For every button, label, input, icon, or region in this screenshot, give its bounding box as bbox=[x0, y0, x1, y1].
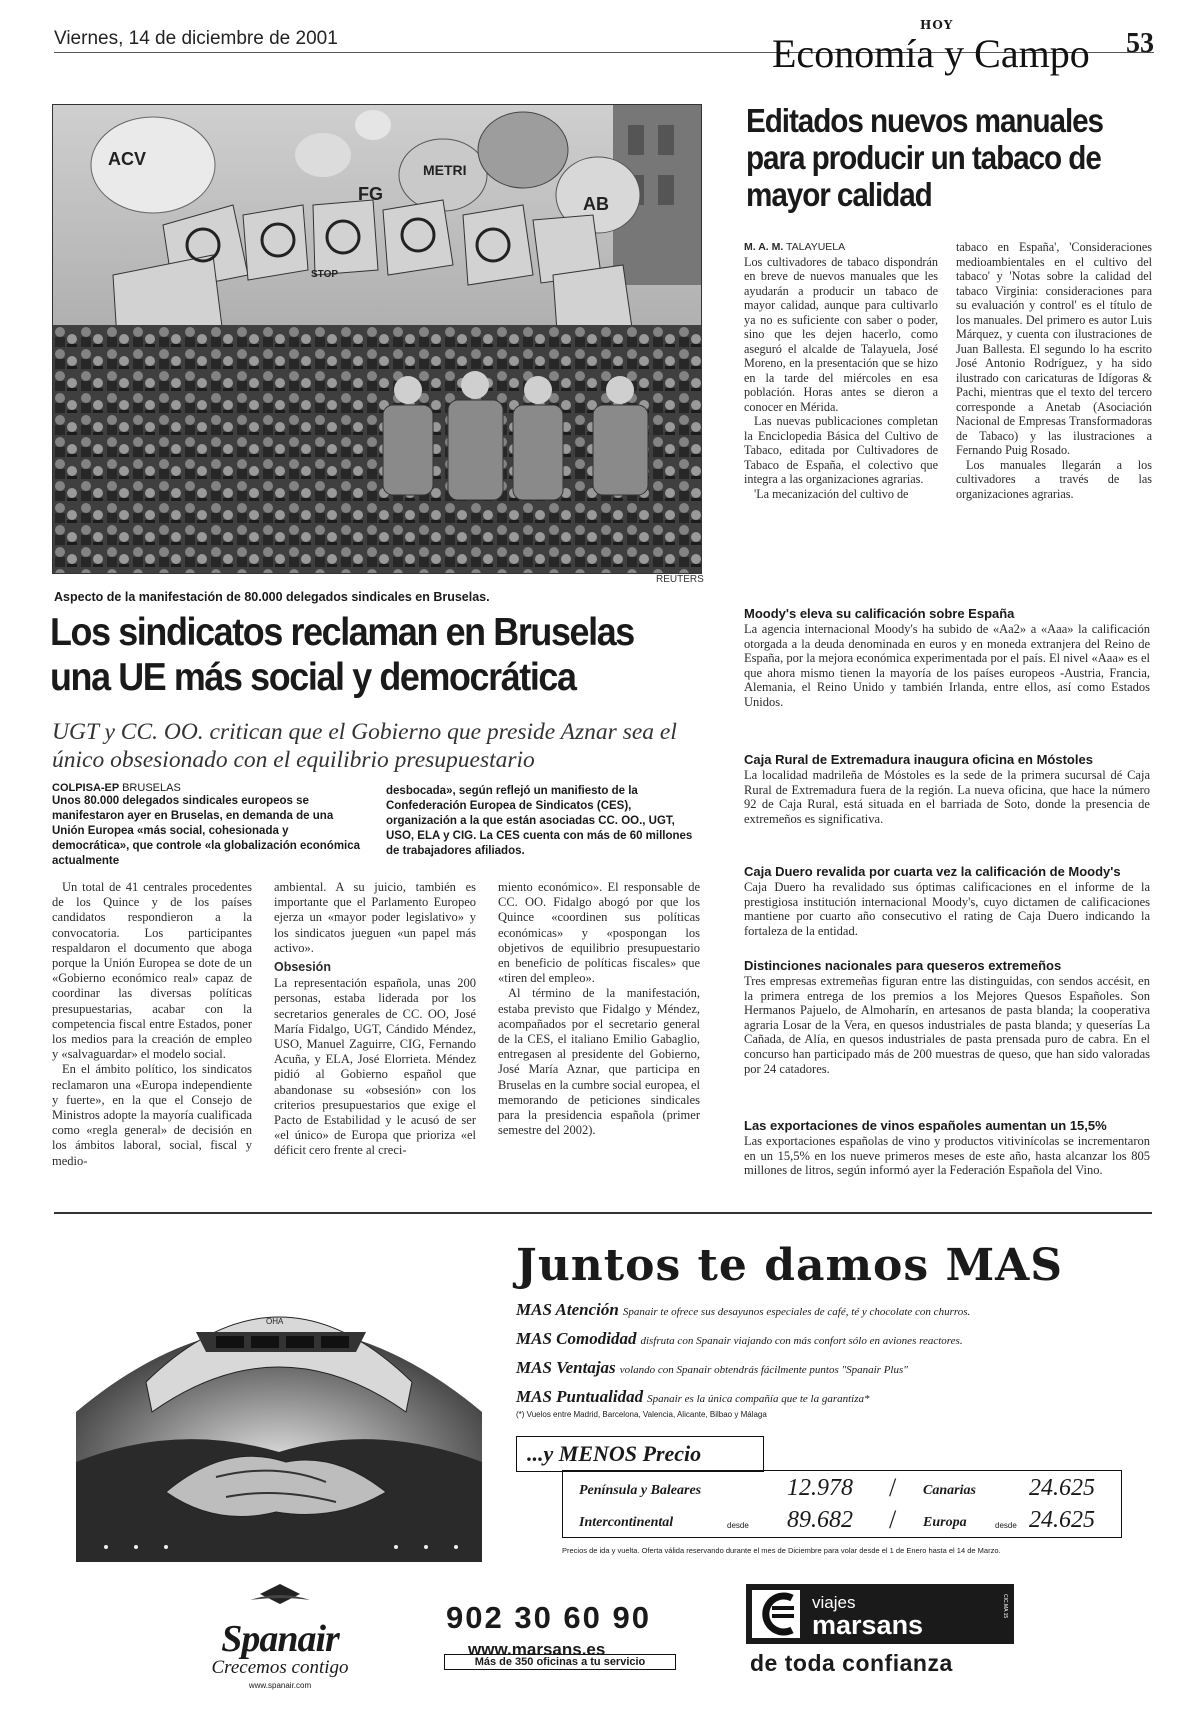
main-byline-agency: COLPISA-EP bbox=[52, 782, 120, 794]
price-divider: / bbox=[889, 1473, 897, 1502]
brief-text: Caja Duero ha revalidado sus óptimas calificaciones en el informe de la prestigiosa institución internacional Moody's, cuyo dictamen de calificaciones mantiene por cuarto año consecutivo el rating de Caja Duero indicando la fortaleza de la entidad. bbox=[744, 880, 1150, 938]
price-divider: / bbox=[889, 1505, 897, 1534]
main-lead-col1 bbox=[52, 782, 368, 869]
price-zone: Intercontinental bbox=[579, 1515, 674, 1530]
tobacco-byline-place: TALAYUELA bbox=[786, 241, 846, 253]
paragraph: Al término de la manifestación, estaba previsto que Fidalgo y Méndez, acompañados por el secretario general de la CES, el italiano Emilio Gabaglio, entregasen al presidente del Gobierno, José María Aznar, que participa en Bruselas en la cumbre social europea, el memorando de peticiones sindicales para la presidencia española (primer semestre del 2002). bbox=[498, 986, 700, 1138]
price-row bbox=[579, 1475, 1111, 1505]
menos-precio-box: ...y MENOS Precio bbox=[516, 1436, 764, 1472]
plane-handshake-illustration bbox=[76, 1262, 482, 1562]
ad-line-puntualidad bbox=[516, 1387, 870, 1407]
tobacco-headline: Editados nuevos manuales para producir un tabaco de mayor calidad bbox=[746, 102, 1103, 213]
main-subheadline: UGT y CC. OO. critican que el Gobierno que preside Aznar sea el único obsesionado con el equilibrio presupuestario bbox=[52, 719, 677, 773]
paragraph: Los manuales llegarán a los cultivadores a través de las organizaciones agrarias. bbox=[956, 457, 1152, 501]
plane-handshake-art bbox=[76, 1262, 482, 1562]
banner-acv: ACV bbox=[108, 149, 147, 169]
brief-vinos bbox=[744, 1118, 1150, 1178]
paragraph: Un total de 41 centrales procedentes de los Quince y de los países candidatos respondieron a la convocatoria. Los participantes respaldaron el documento que aboga porque la Unión Europea se dote de un «Gobierno económico real» capaz de coordinar las diversas políticas presupuestarias, acabar con la competencia fiscal entre Estados, poner los medios para la creación de empleo y «salvaguardar» el modelo social. bbox=[52, 880, 252, 1062]
ad-line-text: volando con Spanair obtendrás fácilmente puntos "Spanair Plus" bbox=[619, 1364, 908, 1376]
brief-title: Moody's eleva su calificación sobre España bbox=[744, 606, 1015, 621]
tobacco-byline bbox=[744, 240, 938, 255]
page-date: Viernes, 14 de diciembre de 2001 bbox=[54, 28, 338, 49]
brief-text: La localidad madrileña de Móstoles es la sede de la primera sucursal dé Caja Rural de Extremadura fuera de la región. La nueva oficina, que hace la número 92 de Caja Rural, está situada en el barriada de Soto, donde la presencia de extremeños es significativa. bbox=[744, 768, 1150, 826]
section-title: Economía y Campo bbox=[772, 31, 1090, 76]
marsans-logo bbox=[746, 1584, 1014, 1644]
price-amount: 89.682 bbox=[787, 1507, 853, 1533]
price-zone: Península y Baleares bbox=[579, 1483, 702, 1498]
page-number: 53 bbox=[1126, 28, 1154, 59]
brief-title: Distinciones nacionales para queseros extremeños bbox=[744, 958, 1062, 973]
price-table bbox=[562, 1470, 1122, 1538]
ad-separator bbox=[54, 1212, 1152, 1214]
brief-text: La agencia internacional Moody's ha subido de «Aa2» a «Aaa» la calificación otorgada a la deuda denominada en euros y en moneda extranjera del Reino de España, por la mejora económica experimentada por el país. El nivel «Aaa» es el que ahora mismo tienen la mayoría de los países europeos -Austria, Francia, Alemania, el Reino Unido y también Irlanda, entre ellos, así como Estados Unidos. bbox=[744, 622, 1150, 709]
main-headline: Los sindicatos reclaman en Bruselas una UE más social y democrática bbox=[50, 611, 634, 699]
ad-line-label: MAS Puntualidad bbox=[516, 1387, 644, 1406]
price-desde: desde bbox=[727, 1521, 749, 1530]
price-zone: Europa bbox=[923, 1515, 967, 1530]
marsans-website: www.marsans.es bbox=[468, 1640, 606, 1659]
section-subhead: Obsesión bbox=[274, 960, 331, 975]
brief-moodys bbox=[744, 606, 1150, 710]
paragraph: ambiental. A su juicio, también es importante que el Parlamento Europeo ejerza un «mayor poder legislativo» y los sindicatos jueguen «un papel más activo». bbox=[274, 880, 476, 955]
price-zone: Canarias bbox=[923, 1483, 976, 1498]
ad-line-atencion bbox=[516, 1300, 970, 1320]
brief-text: Las exportaciones españolas de vino y productos vitivinícolas se incrementaron en un 15,5% en los nueve primeros meses de este año, hasta alcanzar los 805 millones de litros, según informó ayer la Federación Española del Vino. bbox=[744, 1134, 1150, 1178]
masthead-logo: HOY bbox=[920, 18, 954, 32]
price-amount: 12.978 bbox=[787, 1475, 853, 1501]
tobacco-col1 bbox=[744, 240, 938, 501]
paragraph: miento económico». El responsable de CC. OO. Fidalgo abogó por que los Quince «coordinen sus políticas económicas» y «pospongan los objetivos de equilibrio presupuestario en beneficio de políticas fiscales» que «tiren del empleo». bbox=[498, 880, 700, 986]
banner-stop: STOP bbox=[311, 269, 339, 280]
spanair-logo bbox=[190, 1582, 370, 1690]
main-lead-text-1: Unos 80.000 delegados sindicales europeos se manifestaron ayer en Bruselas, en demanda de una Unión Europea «más social, cohesionada y democrática», que controle «la globalización económica actualmente bbox=[52, 795, 361, 867]
paragraph: Los cultivadores de tabaco dispondrán en breve de nuevos manuales que les ayudarán a producir un tabaco de mayor calidad, aunque para cultivarlo ya no es suficiente con saber o poder, sino que les dejen hacerlo, como aseguró el alcalde de Talayuela, José Moreno, en la presentación que se hizo en la tarde del miércoles en esa población. Horas antes se dieron a conocer en Mérida. bbox=[744, 254, 938, 414]
ad-fine-print: Precios de ida y vuelta. Oferta válida reservando durante el mes de Diciembre para volar desde el 1 de Enero hasta el 14 de Marzo. bbox=[562, 1546, 1001, 1555]
ad-line-label: MAS Ventajas bbox=[516, 1358, 616, 1377]
ad-title: Juntos te damos MAS bbox=[516, 1240, 1064, 1291]
plane-registration: OHA bbox=[266, 1317, 284, 1326]
phone-number: 902 30 60 90 bbox=[446, 1600, 652, 1635]
protest-photo-art bbox=[53, 105, 702, 574]
marsans-logo-art bbox=[746, 1584, 1014, 1644]
ad-line-label: MAS Comodidad bbox=[516, 1329, 637, 1348]
photo-credit: REUTERS bbox=[656, 574, 704, 585]
photo-caption: Aspecto de la manifestación de 80.000 delegados sindicales en Bruselas. bbox=[54, 590, 490, 604]
paragraph: 'La mecanización del cultivo de bbox=[754, 486, 909, 501]
paragraph: tabaco en España', 'Consideraciones medioambientales en el cultivo del tabaco' y 'Notas sobre la calidad del tabaco Virginia: consideraciones para su evaluación y control' es el título de los manuales. Del primero es autor Luis Márquez, y cuenta con ilustraciones de Juan Ballesta. El segundo lo ha escrito José Antonio Rodríguez, y ha sido ilustrado con caricaturas de Idígoras & Pachi, mientras que el texto del tercero corresponde a Anetab (Asociación Nacional de Empresas Transformadoras de Tabaco) y las ilustraciones a Fernando Puig Rosado. bbox=[956, 240, 1152, 457]
ad-line-text: disfruta con Spanair viajando con más confort sólo en aviones reactores. bbox=[640, 1335, 963, 1347]
protest-photo bbox=[52, 104, 702, 574]
ad-line-text: Spanair es la única compañía que te la garantiza* bbox=[647, 1393, 870, 1405]
spanair-bird-icon bbox=[240, 1582, 320, 1612]
brief-caja-duero bbox=[744, 864, 1150, 938]
marsans-tagline: de toda confianza bbox=[750, 1650, 953, 1676]
ad-line-text: Spanair te ofrece sus desayunos especiales de café, té y chocolate con churros. bbox=[622, 1306, 971, 1318]
banner-fg: FG bbox=[358, 184, 383, 204]
main-body-col1 bbox=[52, 880, 252, 1169]
marsans-code: CIC.MA 15 bbox=[1002, 1594, 1008, 1619]
main-byline bbox=[52, 782, 368, 794]
offices-box: Más de 350 oficinas a tu servicio bbox=[444, 1654, 676, 1670]
paragraph: Las nuevas publicaciones completan la Enciclopedia Básica del Cultivo de Tabaco, editada por Cultivadores de Tabaco de España, el colectivo que integra a las organizaciones agrarias. bbox=[744, 414, 938, 486]
banner-metri: METRI bbox=[423, 162, 467, 178]
brief-queseros bbox=[744, 958, 1150, 1076]
paragraph: La representación española, unas 200 personas, estaba liderada por los secretarios generales de CC. OO, José María Fidalgo, UGT, Cándido Méndez, USO, Manuel Zaguirre, CIG, Fernando Acuña, y ELA, José Elorrieta. Méndez pidió al Gobierno español que abandonase su «obsesión» con los criterios presupuestarios que exige el Pacto de Estabilidad y le acusó de ser «el único» de Europa que prioriza «el déficit cero frente al creci- bbox=[274, 976, 476, 1158]
brief-text: Tres empresas extremeñas figuran entre las distinguidas, con sendos accésit, en la primera entrega de los premios a los Mejores Quesos Españoles. Son Hermanos Pajuelo, de Almoharín, en artesanos de pasta blanda; la cooperativa agraria Losar de la Vera, en quesos industriales de pasta blanda; y queserías La Cañada, de Alía, en quesos industriales de pasta prensada puro de cabra. En el concurso han participado más de 200 muestras de queso, que han sido valoradas por 24 catadores. bbox=[744, 974, 1150, 1076]
price-amount: 24.625 bbox=[1029, 1475, 1095, 1501]
brief-title: Caja Rural de Extremadura inaugura oficina en Móstoles bbox=[744, 752, 1093, 767]
main-lead-text-2: desbocada», según reflejó un manifiesto de la Confederación Europea de Sindicatos (CES), organización a la que están asociadas CC. OO., UGT, USO, ELA y CIG. La CES cuenta con más de 60 millones de trabajadores afiliados. bbox=[386, 785, 693, 857]
spanair-website: www.spanair.com bbox=[248, 1681, 312, 1690]
price-amount: 24.625 bbox=[1029, 1507, 1095, 1533]
ad-line-comodidad bbox=[516, 1329, 963, 1349]
banner-ab: AB bbox=[583, 194, 609, 214]
price-row bbox=[579, 1507, 1111, 1537]
price-desde: desde bbox=[995, 1521, 1017, 1530]
brief-caja-rural bbox=[744, 752, 1150, 826]
marsans-small-text: viajes bbox=[812, 1593, 856, 1612]
main-byline-place: BRUSELAS bbox=[122, 782, 181, 794]
spanair-tagline: Crecemos contigo bbox=[211, 1657, 349, 1678]
tobacco-byline-author: M. A. M. bbox=[744, 241, 784, 253]
ad-line-label: MAS Atención bbox=[516, 1300, 619, 1319]
ad-footnote: (*) Vuelos entre Madrid, Barcelona, Valencia, Alicante, Bilbao y Málaga bbox=[516, 1410, 767, 1419]
marsans-name: marsans bbox=[812, 1610, 924, 1640]
tobacco-col2 bbox=[956, 240, 1152, 501]
main-body-col2 bbox=[274, 880, 476, 1159]
main-body-col3 bbox=[498, 880, 700, 1138]
spanair-wordmark: Spanair bbox=[221, 1618, 339, 1660]
paragraph: En el ámbito político, los sindicatos reclamaron una «Europa independiente y fuerte», en la que el Consejo de Ministros adopte la mayoría cualificada como «regla general» de decisión en los ámbitos laboral, social, fiscal y medio- bbox=[52, 1062, 252, 1168]
ad-line-ventajas bbox=[516, 1358, 908, 1378]
brief-title: Las exportaciones de vinos españoles aumentan un 15,5% bbox=[744, 1118, 1107, 1133]
brief-title: Caja Duero revalida por cuarta vez la calificación de Moody's bbox=[744, 864, 1121, 879]
